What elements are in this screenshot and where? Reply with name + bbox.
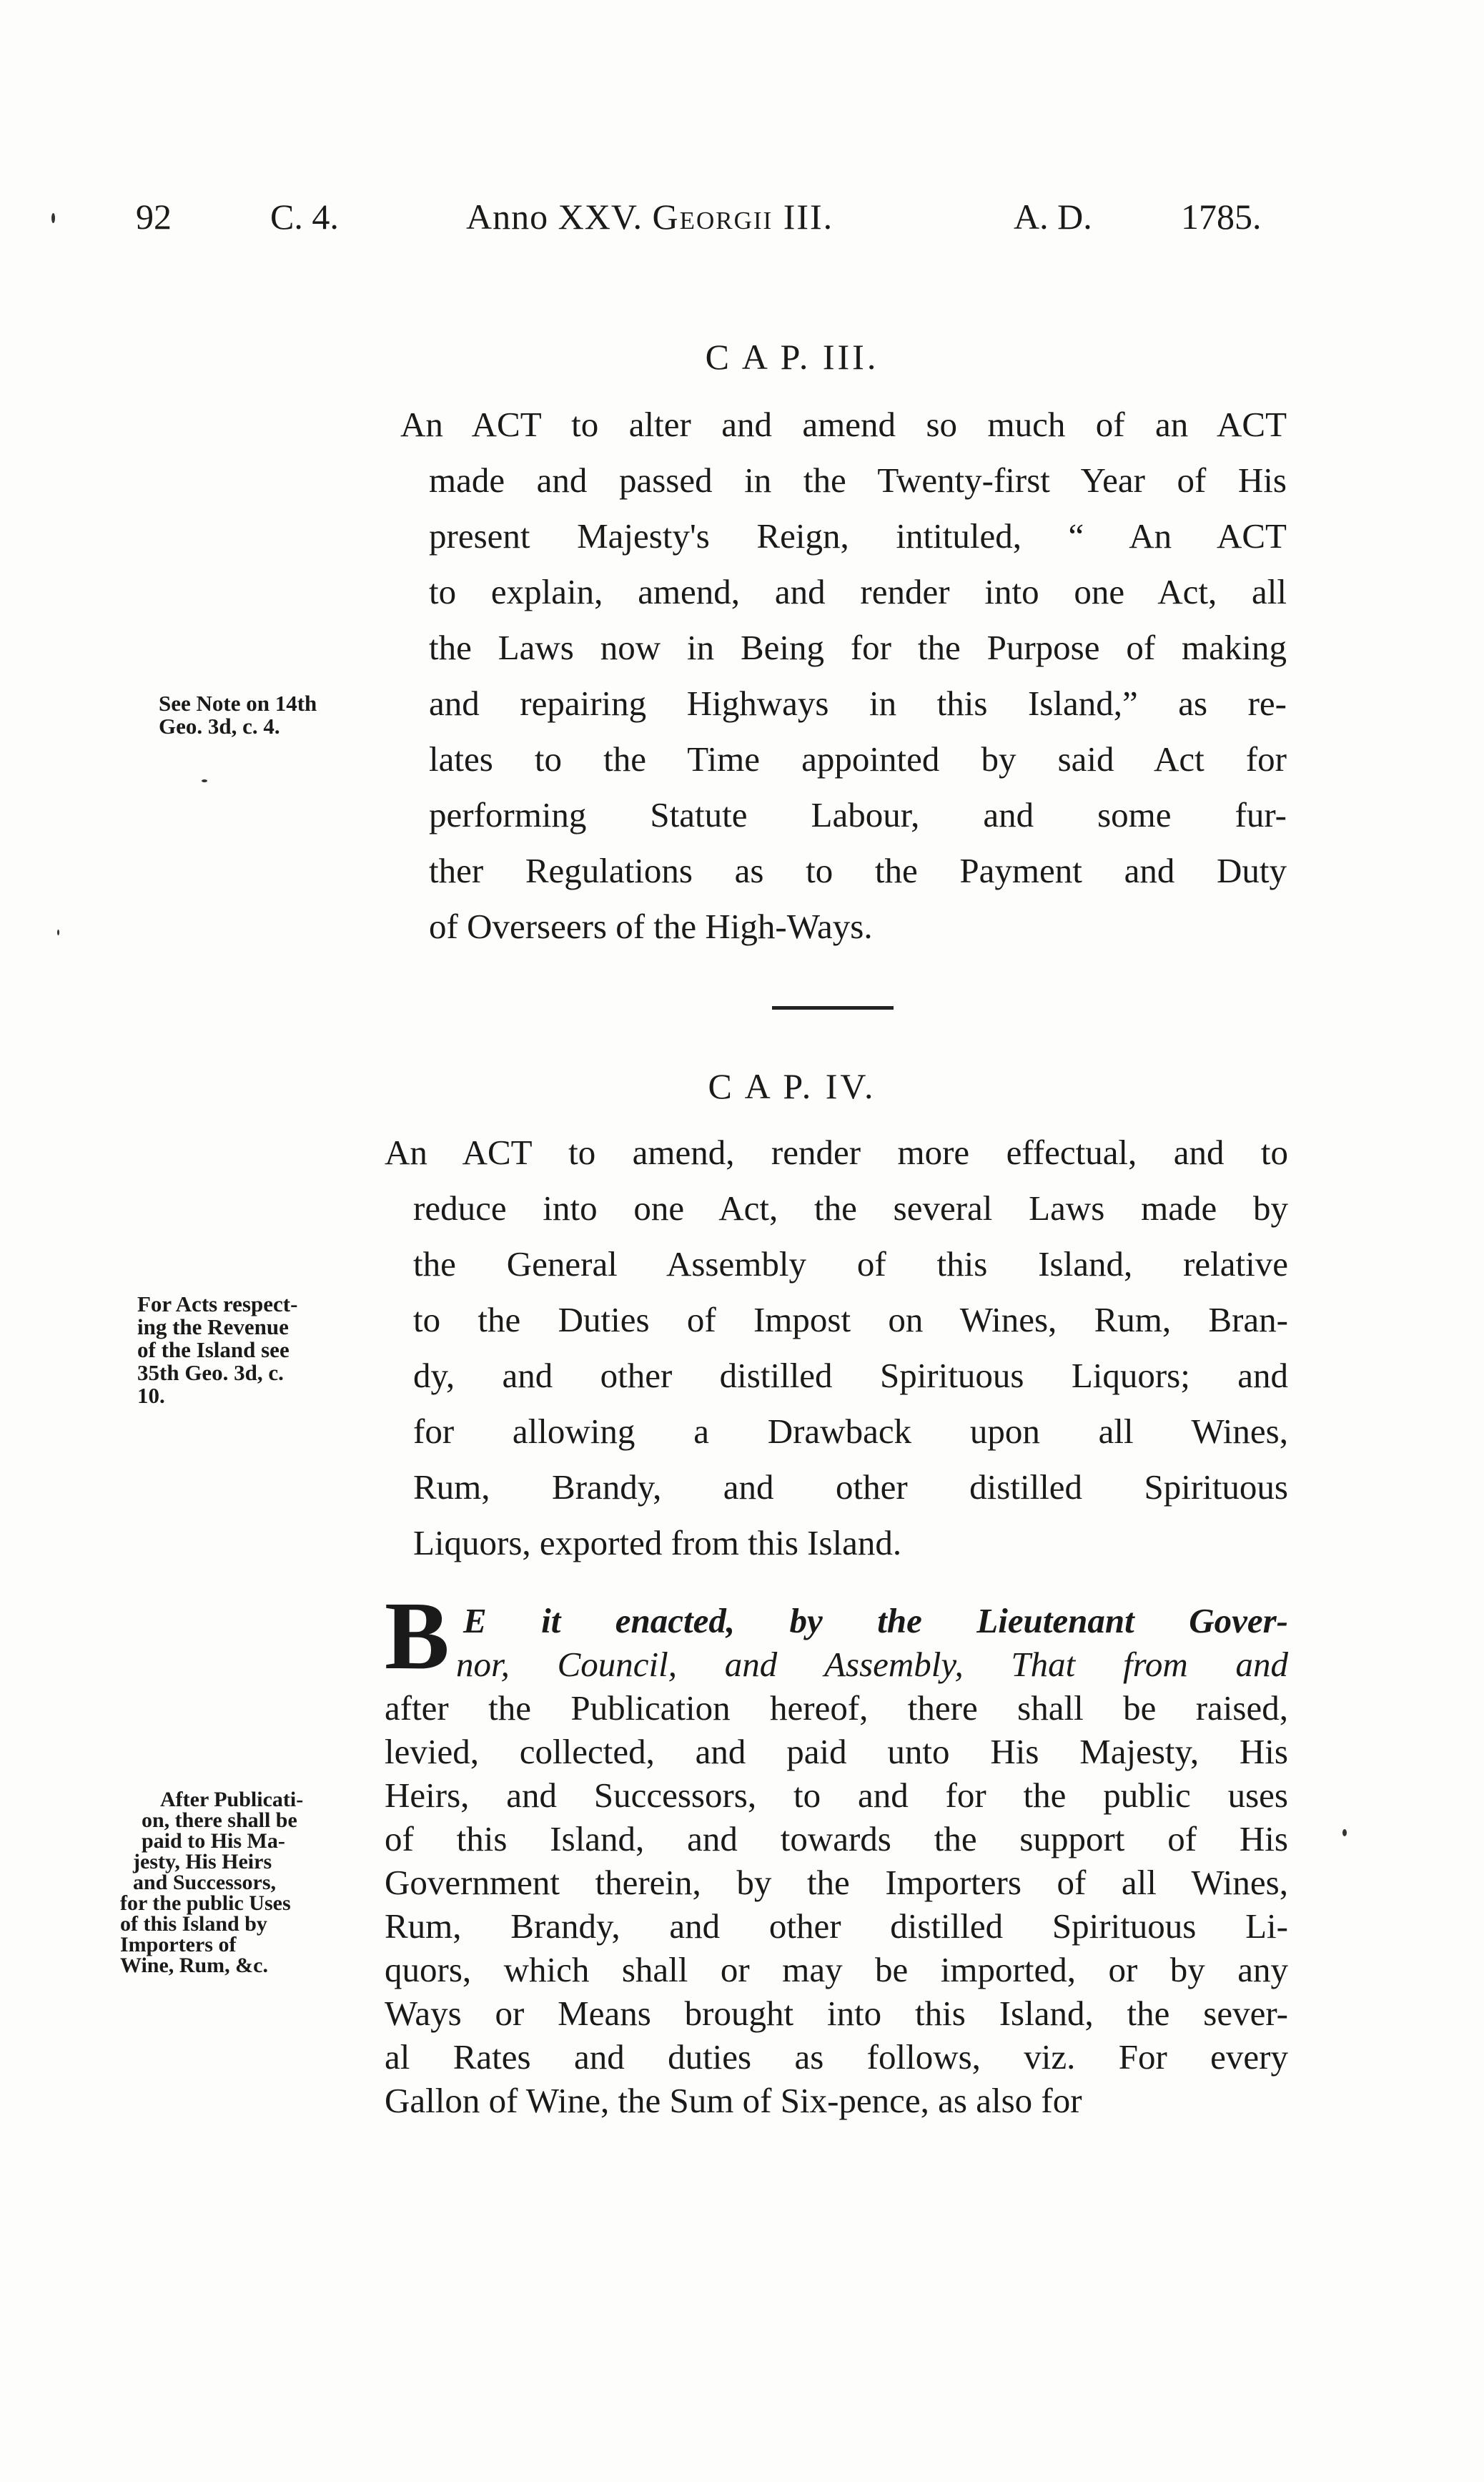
cap3-line: to explain, amend, and render into one Act, all xyxy=(429,572,1287,611)
cap3-act-title xyxy=(400,397,1287,955)
cap3-line: ther Regulations as to the Payment and Duty xyxy=(429,851,1287,890)
cap3-margin-note xyxy=(159,692,416,738)
margin-note-line: of this Island by xyxy=(120,1912,267,1936)
body-margin-note xyxy=(120,1789,377,1976)
body-line: E it enacted, by the Lieutenant Gover- xyxy=(463,1601,1288,1640)
body-line: Government therein, by the Importers of all Wines, xyxy=(385,1863,1288,1902)
body-line: levied, collected, and paid unto His Majesty, His xyxy=(385,1732,1288,1771)
cap3-line: made and passed in the Twenty-first Year of His xyxy=(429,461,1287,500)
cap4-heading: C A P. IV. xyxy=(708,1066,876,1106)
body-line: al Rates and duties as follows, viz. For every xyxy=(385,2037,1288,2077)
body-line: Ways or Means brought into this Island, the sever- xyxy=(385,1994,1288,2033)
cap3-line: An ACT to alter and amend so much of an ACT xyxy=(400,405,1287,444)
header-title xyxy=(466,192,833,242)
cap4-act-title xyxy=(385,1125,1288,1571)
cap3-line: of Overseers of the High-Ways. xyxy=(429,907,873,946)
margin-note-line: and Successors, xyxy=(133,1871,277,1894)
margin-note-line: 10. xyxy=(137,1383,165,1408)
cap4-line: reduce into one Act, the several Laws made by xyxy=(413,1188,1288,1228)
cap4-line: Liquors, exported from this Island. xyxy=(413,1523,902,1562)
chapter-reference: C. 4. xyxy=(270,197,339,237)
cap4-line: to the Duties of Impost on Wines, Rum, Bran- xyxy=(413,1300,1288,1339)
cap3-line: and repairing Highways in this Island,” as re- xyxy=(429,684,1287,723)
margin-note-line: of the Island see xyxy=(137,1337,290,1362)
cap4-line: the General Assembly of this Island, relative xyxy=(413,1244,1288,1284)
margin-note-line: jesty, His Heirs xyxy=(133,1850,272,1873)
cap3-line: present Majesty's Reign, intituled, “ An ACT xyxy=(429,516,1287,556)
scan-speck xyxy=(202,779,207,782)
drop-cap: B xyxy=(385,1582,450,1690)
cap3-line: performing Statute Labour, and some fur- xyxy=(429,795,1287,834)
body-line: Rum, Brandy, and other distilled Spirituous Li- xyxy=(385,1906,1288,1946)
margin-note-line: ing the Revenue xyxy=(137,1314,289,1339)
body-line: nor, Council, and Assembly, That from and xyxy=(456,1645,1288,1684)
margin-note-line: 35th Geo. 3d, c. xyxy=(137,1360,284,1385)
margin-note-line: Importers of xyxy=(120,1933,237,1956)
cap4-line: dy, and other distilled Spirituous Liquors; and xyxy=(413,1356,1288,1395)
scan-speck xyxy=(57,930,59,935)
cap3-heading: C A P. III. xyxy=(705,337,879,377)
cap4-line: for allowing a Drawback upon all Wines, xyxy=(413,1412,1288,1451)
body-line: Heirs, and Successors, to and for the public uses xyxy=(385,1776,1288,1815)
scan-speck xyxy=(51,213,55,223)
cap4-line: An ACT to amend, render more effectual, and to xyxy=(385,1133,1288,1172)
body-line: after the Publication hereof, there shall be raised, xyxy=(385,1688,1288,1728)
scan-speck xyxy=(1342,1829,1347,1836)
section-divider xyxy=(772,1006,894,1010)
header-year: 1785. xyxy=(1181,197,1262,237)
margin-note-line: paid to His Ma- xyxy=(142,1829,285,1853)
margin-note-line: See Note on 14th xyxy=(159,691,317,716)
margin-note-line: For Acts respect- xyxy=(137,1291,298,1316)
cap3-line: lates to the Time appointed by said Act for xyxy=(429,739,1287,779)
running-header xyxy=(136,192,1287,242)
margin-note-line: Wine, Rum, &c. xyxy=(120,1954,268,1977)
cap3-line: the Laws now in Being for the Purpose of making xyxy=(429,628,1287,667)
margin-note-line: on, there shall be xyxy=(142,1808,297,1832)
cap4-margin-note xyxy=(137,1293,395,1407)
enactment-body xyxy=(385,1599,1288,2122)
body-line: quors, which shall or may be imported, or by any xyxy=(385,1950,1288,1989)
body-line: Gallon of Wine, the Sum of Six-pence, as also for xyxy=(385,2081,1082,2120)
margin-note-line: Geo. 3d, c. 4. xyxy=(159,714,280,739)
header-anno: Anno XXV. xyxy=(466,197,643,237)
header-ad: A. D. xyxy=(1014,197,1092,237)
margin-note-line: After Publicati- xyxy=(160,1788,304,1811)
header-king: Georgii III. xyxy=(652,197,834,237)
cap4-line: Rum, Brandy, and other distilled Spirituous xyxy=(413,1467,1288,1507)
page-number: 92 xyxy=(136,197,172,237)
margin-note-line: for the public Uses xyxy=(120,1891,291,1915)
body-line: of this Island, and towards the support of His xyxy=(385,1819,1288,1858)
